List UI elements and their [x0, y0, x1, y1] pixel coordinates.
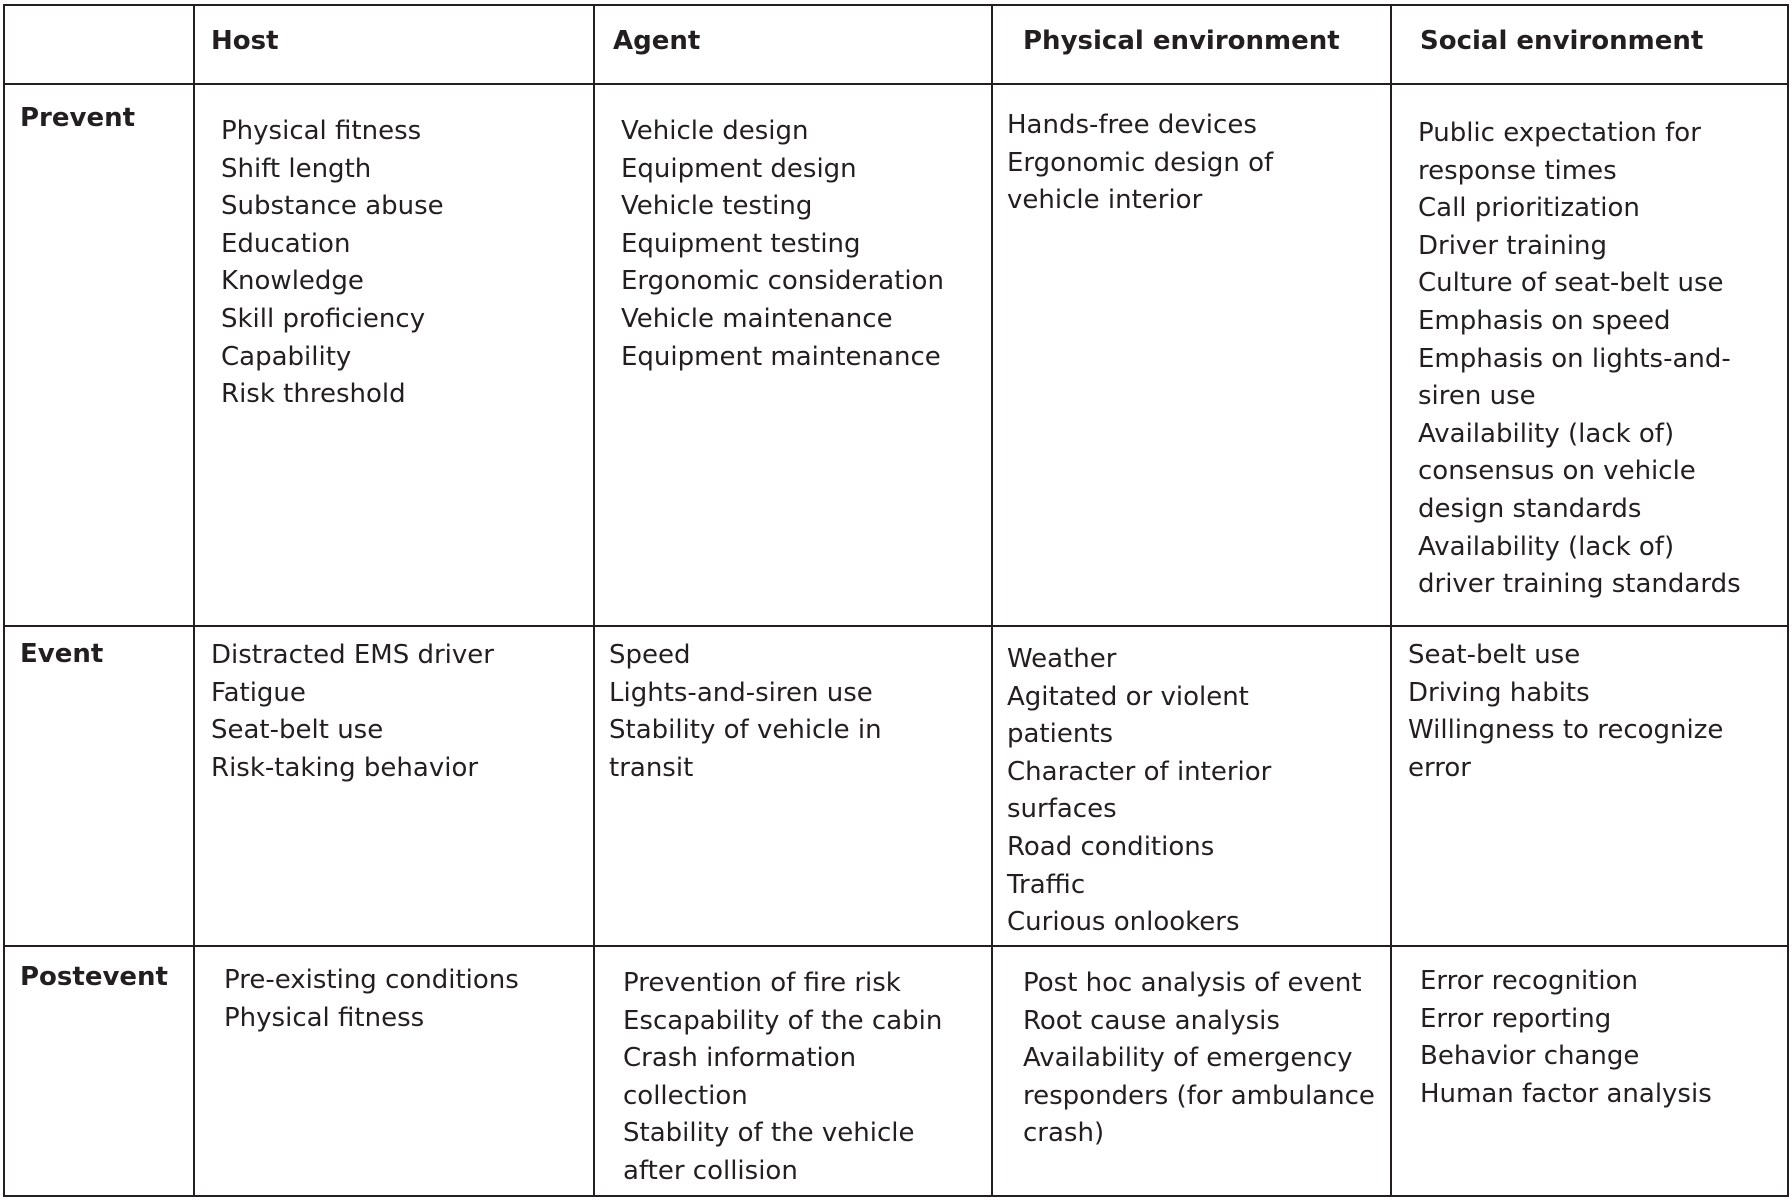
list-item: siren use: [1418, 381, 1536, 412]
list-item: Availability (lack of): [1418, 418, 1675, 449]
list-event-physical: [1007, 641, 1390, 942]
list-event-agent: [609, 637, 991, 787]
haddon-matrix-table: [3, 4, 1789, 1197]
list-item: Physical fitness: [221, 116, 422, 146]
list-item: Emphasis on speed: [1418, 305, 1671, 336]
cell-event-social: [1391, 626, 1788, 946]
list-item: collection: [623, 1080, 748, 1111]
cell-event-agent: [594, 626, 992, 946]
column-header-social-environment: Social environment: [1391, 5, 1788, 84]
cell-prevent-physical: [992, 84, 1391, 626]
list-item: Emphasis on lights-and-: [1418, 343, 1731, 374]
list-item: after collision: [623, 1155, 798, 1186]
corner-cell: [4, 5, 194, 84]
haddon-matrix: [3, 4, 1787, 1197]
list-item: Prevention of fire risk: [623, 968, 901, 998]
list-item: Substance abuse: [221, 191, 444, 222]
list-item: error: [1408, 752, 1471, 783]
table-row-prevent: [4, 84, 1788, 626]
row-header-postevent: Postevent: [4, 946, 194, 1196]
cell-event-host: [194, 626, 594, 946]
cell-event-physical: [992, 626, 1391, 946]
list-item: consensus on vehicle: [1418, 456, 1696, 487]
list-prevent-agent: [621, 113, 991, 376]
cell-postevent-physical: [992, 946, 1391, 1196]
cell-prevent-agent: [594, 84, 992, 626]
list-item: Agitated or violent: [1007, 681, 1249, 712]
list-event-social: [1408, 637, 1787, 787]
list-item: responders (for ambulance: [1023, 1080, 1375, 1111]
table-row-event: [4, 626, 1788, 946]
cell-prevent-social: [1391, 84, 1788, 626]
list-item: patients: [1007, 719, 1114, 750]
list-item: Knowledge: [221, 266, 364, 297]
list-item: Culture of seat-belt use: [1418, 268, 1724, 299]
list-item: Ergonomic consideration: [621, 266, 944, 297]
list-postevent-social: [1420, 963, 1787, 1113]
list-item: Availability (lack of): [1418, 531, 1675, 562]
list-item: transit: [609, 752, 694, 783]
list-item: Stability of vehicle in: [609, 715, 882, 746]
list-item: Driving habits: [1408, 677, 1590, 708]
column-header-physical-environment: Physical environment: [992, 5, 1391, 84]
list-item: Pre-existing conditions: [224, 965, 519, 995]
list-item: Human factor analysis: [1420, 1078, 1712, 1109]
header-row: [4, 5, 1788, 84]
column-header-agent: Agent: [594, 5, 992, 84]
cell-postevent-social: [1391, 946, 1788, 1196]
list-item: Vehicle maintenance: [621, 303, 893, 334]
list-item: Crash information: [623, 1043, 857, 1074]
list-item: Physical fitness: [224, 1002, 425, 1033]
list-postevent-host: [224, 962, 593, 1037]
list-item: Behavior change: [1420, 1041, 1640, 1072]
list-item: Road conditions: [1007, 831, 1215, 862]
list-item: response times: [1418, 155, 1617, 186]
list-item: Root cause analysis: [1023, 1005, 1280, 1036]
list-item: Equipment maintenance: [621, 341, 941, 372]
list-item: Equipment testing: [621, 228, 861, 259]
list-event-host: [211, 637, 593, 787]
list-item: Equipment design: [621, 153, 857, 184]
list-item: Driver training: [1418, 230, 1607, 261]
column-header-host: Host: [194, 5, 594, 84]
list-item: Shift length: [221, 153, 372, 184]
list-item: Error recognition: [1420, 966, 1638, 996]
list-prevent-host: [221, 113, 593, 414]
cell-postevent-host: [194, 946, 594, 1196]
list-item: Call prioritization: [1418, 193, 1640, 224]
list-prevent-physical: [1007, 107, 1390, 220]
list-item: Seat-belt use: [1408, 640, 1581, 670]
list-postevent-physical: [1023, 965, 1390, 1153]
list-item: Error reporting: [1420, 1003, 1612, 1034]
cell-prevent-host: [194, 84, 594, 626]
list-item: Willingness to recognize: [1408, 715, 1724, 746]
list-item: Character of interior: [1007, 756, 1272, 787]
list-item: Weather: [1007, 644, 1117, 674]
list-item: Public expectation for: [1418, 118, 1701, 148]
list-item: crash): [1023, 1118, 1105, 1149]
list-item: Vehicle testing: [621, 191, 813, 222]
list-item: Seat-belt use: [211, 715, 384, 746]
list-item: surfaces: [1007, 794, 1117, 825]
table-row-postevent: [4, 946, 1788, 1196]
list-item: Distracted EMS driver: [211, 640, 494, 670]
list-item: driver training standards: [1418, 569, 1741, 600]
list-postevent-agent: [623, 965, 991, 1191]
list-item: Ergonomic design of: [1007, 147, 1274, 178]
list-item: Curious onlookers: [1007, 907, 1240, 938]
list-item: Fatigue: [211, 677, 306, 708]
row-header-prevent: Prevent: [4, 84, 194, 626]
list-item: Traffic: [1007, 869, 1086, 900]
list-item: Risk threshold: [221, 379, 406, 410]
list-item: Lights-and-siren use: [609, 677, 873, 708]
list-item: Availability of emergency: [1023, 1043, 1353, 1074]
list-item: Vehicle design: [621, 116, 809, 146]
list-item: Capability: [221, 341, 352, 372]
cell-postevent-agent: [594, 946, 992, 1196]
list-item: Education: [221, 228, 351, 259]
list-item: Risk-taking behavior: [211, 752, 479, 783]
list-item: design standards: [1418, 493, 1642, 524]
list-item: Speed: [609, 640, 691, 670]
list-item: vehicle interior: [1007, 185, 1203, 216]
list-item: Escapability of the cabin: [623, 1005, 943, 1036]
list-item: Skill proficiency: [221, 303, 426, 334]
list-item: Hands-free devices: [1007, 110, 1257, 140]
row-header-event: Event: [4, 626, 194, 946]
list-prevent-social: [1418, 115, 1787, 604]
list-item: Stability of the vehicle: [623, 1118, 915, 1149]
list-item: Post hoc analysis of event: [1023, 968, 1362, 998]
